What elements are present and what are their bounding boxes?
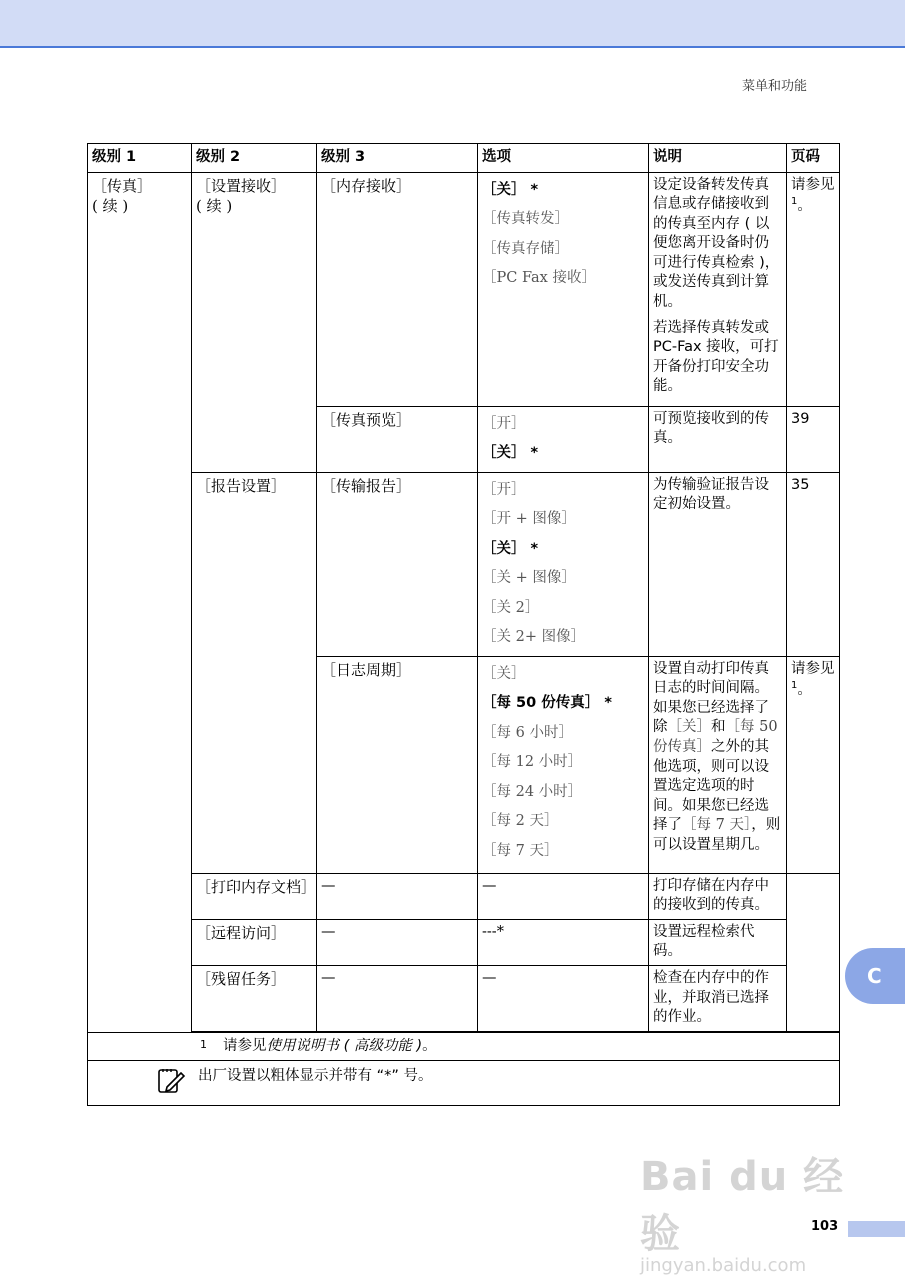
level3-print-memory: — (317, 873, 478, 919)
option-item: ［关］ (482, 665, 526, 682)
option-item: ［每 2 天］ (482, 813, 559, 830)
level1-cell (88, 172, 192, 1032)
footnote-text: 请参见使用说明书 ( 高级功能 )。 (223, 1037, 437, 1054)
watermark-logo: Bai du 经验 (640, 1154, 845, 1257)
level3-memory-receive: ［内存接收］ (317, 172, 478, 406)
options-transmission-report (478, 472, 649, 656)
option-item: ［关］ * (482, 540, 539, 557)
note-text: 出厂设置以粗体显示并带有 “*” 号。 (198, 1068, 433, 1085)
table-row (88, 919, 840, 965)
page-journal-period: 请参见 $^1$。 (787, 656, 840, 873)
option-item: ［PC Fax 接收］ (482, 270, 596, 287)
footnote-ref: 1 (791, 680, 798, 692)
header-options: 选项 (478, 144, 649, 173)
option-item: ［关］ * (482, 445, 539, 462)
header-description: 说明 (649, 144, 787, 173)
table-row (88, 966, 840, 1032)
option-item: ［关］ * (482, 181, 539, 198)
table-row (88, 873, 840, 919)
description-remote-access: 设置远程检索代码。 (649, 919, 787, 965)
page-number: 103 (811, 1219, 839, 1234)
level2-setup-receive: ［设置接收］ (196, 176, 287, 195)
appendix-c-tab[interactable]: C (845, 948, 905, 1004)
footnote-ref: 1 (791, 196, 798, 208)
description-fax-preview: 可预览接收到的传真。 (649, 406, 787, 472)
option-item: ［每 12 小时］ (482, 754, 583, 771)
option-item: ［每 6 小时］ (482, 724, 573, 741)
level1-continued: ( 续 ) (92, 196, 129, 215)
page-fax-preview: 39 (787, 406, 840, 472)
option-remote-access: ---* (478, 919, 649, 965)
note-row (88, 1061, 840, 1106)
option-print-memory: — (478, 873, 649, 919)
level3-journal-period: ［日志周期］ (317, 656, 478, 873)
description-journal-period: 设置自动打印传真日志的时间间隔。如果您已经选择了除［关］和［每 50 份传真］之外的其他选项，则可以设置选定选项的时间。如果您已经选择了［每 7 天］，则可以设置星期几。 (649, 656, 787, 873)
option-item: ［每 50 份传真］ * (482, 695, 612, 712)
description-remaining-jobs: 检查在内存中的作业，并取消已选择的作业。 (649, 966, 787, 1032)
note-pencil-icon (156, 1065, 186, 1095)
watermark-url: jingyan.baidu.com (640, 1255, 807, 1276)
options-journal-period (478, 656, 649, 873)
description-print-memory: 打印存储在内存中的接收到的传真。 (649, 873, 787, 919)
level2-continued: ( 续 ) (196, 196, 233, 215)
level3-remote-access: — (317, 919, 478, 965)
header-page: 页码 (787, 144, 840, 173)
description-transmission-report: 为传输验证报告设定初始设置。 (649, 472, 787, 656)
page-memory-receive: 请参见 $^1$。 (787, 172, 840, 406)
level2-setup-receive-cell (192, 172, 317, 472)
options-memory-receive (478, 172, 649, 406)
description-text: 若选择传真转发或 PC-Fax 接收，可打开备份打印安全功能。 (653, 319, 779, 395)
options-fax-preview (478, 406, 649, 472)
level3-remaining-jobs: — (317, 966, 478, 1032)
level2-print-memory: ［打印内存文档］ (192, 873, 317, 919)
option-item: ［开］ (482, 415, 526, 432)
section-title: 菜单和功能 (741, 79, 807, 94)
option-item: ［传真存储］ (482, 240, 569, 257)
level1-label: ［传真］ (92, 176, 153, 195)
option-item: ［传真转发］ (482, 211, 569, 228)
top-header-band (0, 0, 905, 48)
footnote-reference-title: 使用说明书 ( 高级功能 ) (266, 1037, 423, 1054)
option-item: ［每 24 小时］ (482, 783, 583, 800)
description-text: 设定设备转发传真信息或存储接收到的传真至内存 ( 以便您离开设备时仍可进行传真检索 )，或发送传真到计算机。 (653, 176, 780, 310)
footnote-number: 1 (200, 1037, 207, 1051)
option-item: ［关 2+ 图像］ (482, 629, 586, 646)
table-header-row (88, 144, 840, 173)
header-level1: 级别 1 (88, 144, 192, 173)
level2-report-setting: ［报告设置］ (192, 472, 317, 873)
page-number-bar (848, 1221, 905, 1237)
level3-transmission-report: ［传输报告］ (317, 472, 478, 656)
level3-fax-preview: ［传真预览］ (317, 406, 478, 472)
option-item: ［开 + 图像］ (482, 511, 576, 528)
table-row (88, 172, 840, 406)
level2-remote-access: ［远程访问］ (192, 919, 317, 965)
header-level2: 级别 2 (192, 144, 317, 173)
option-item: ［关 2］ (482, 599, 540, 616)
level2-remaining-jobs: ［残留任务］ (192, 966, 317, 1032)
option-remaining-jobs: — (478, 966, 649, 1032)
page-empty-cell (787, 873, 840, 1031)
description-memory-receive (649, 172, 787, 406)
footnote-row (88, 1032, 840, 1061)
option-item: ［每 7 天］ (482, 842, 559, 859)
menu-table (87, 143, 840, 1106)
option-item: ［关 + 图像］ (482, 570, 576, 587)
table-row (88, 472, 840, 656)
header-level3: 级别 3 (317, 144, 478, 173)
option-item: ［开］ (482, 481, 526, 498)
page-transmission-report: 35 (787, 472, 840, 656)
